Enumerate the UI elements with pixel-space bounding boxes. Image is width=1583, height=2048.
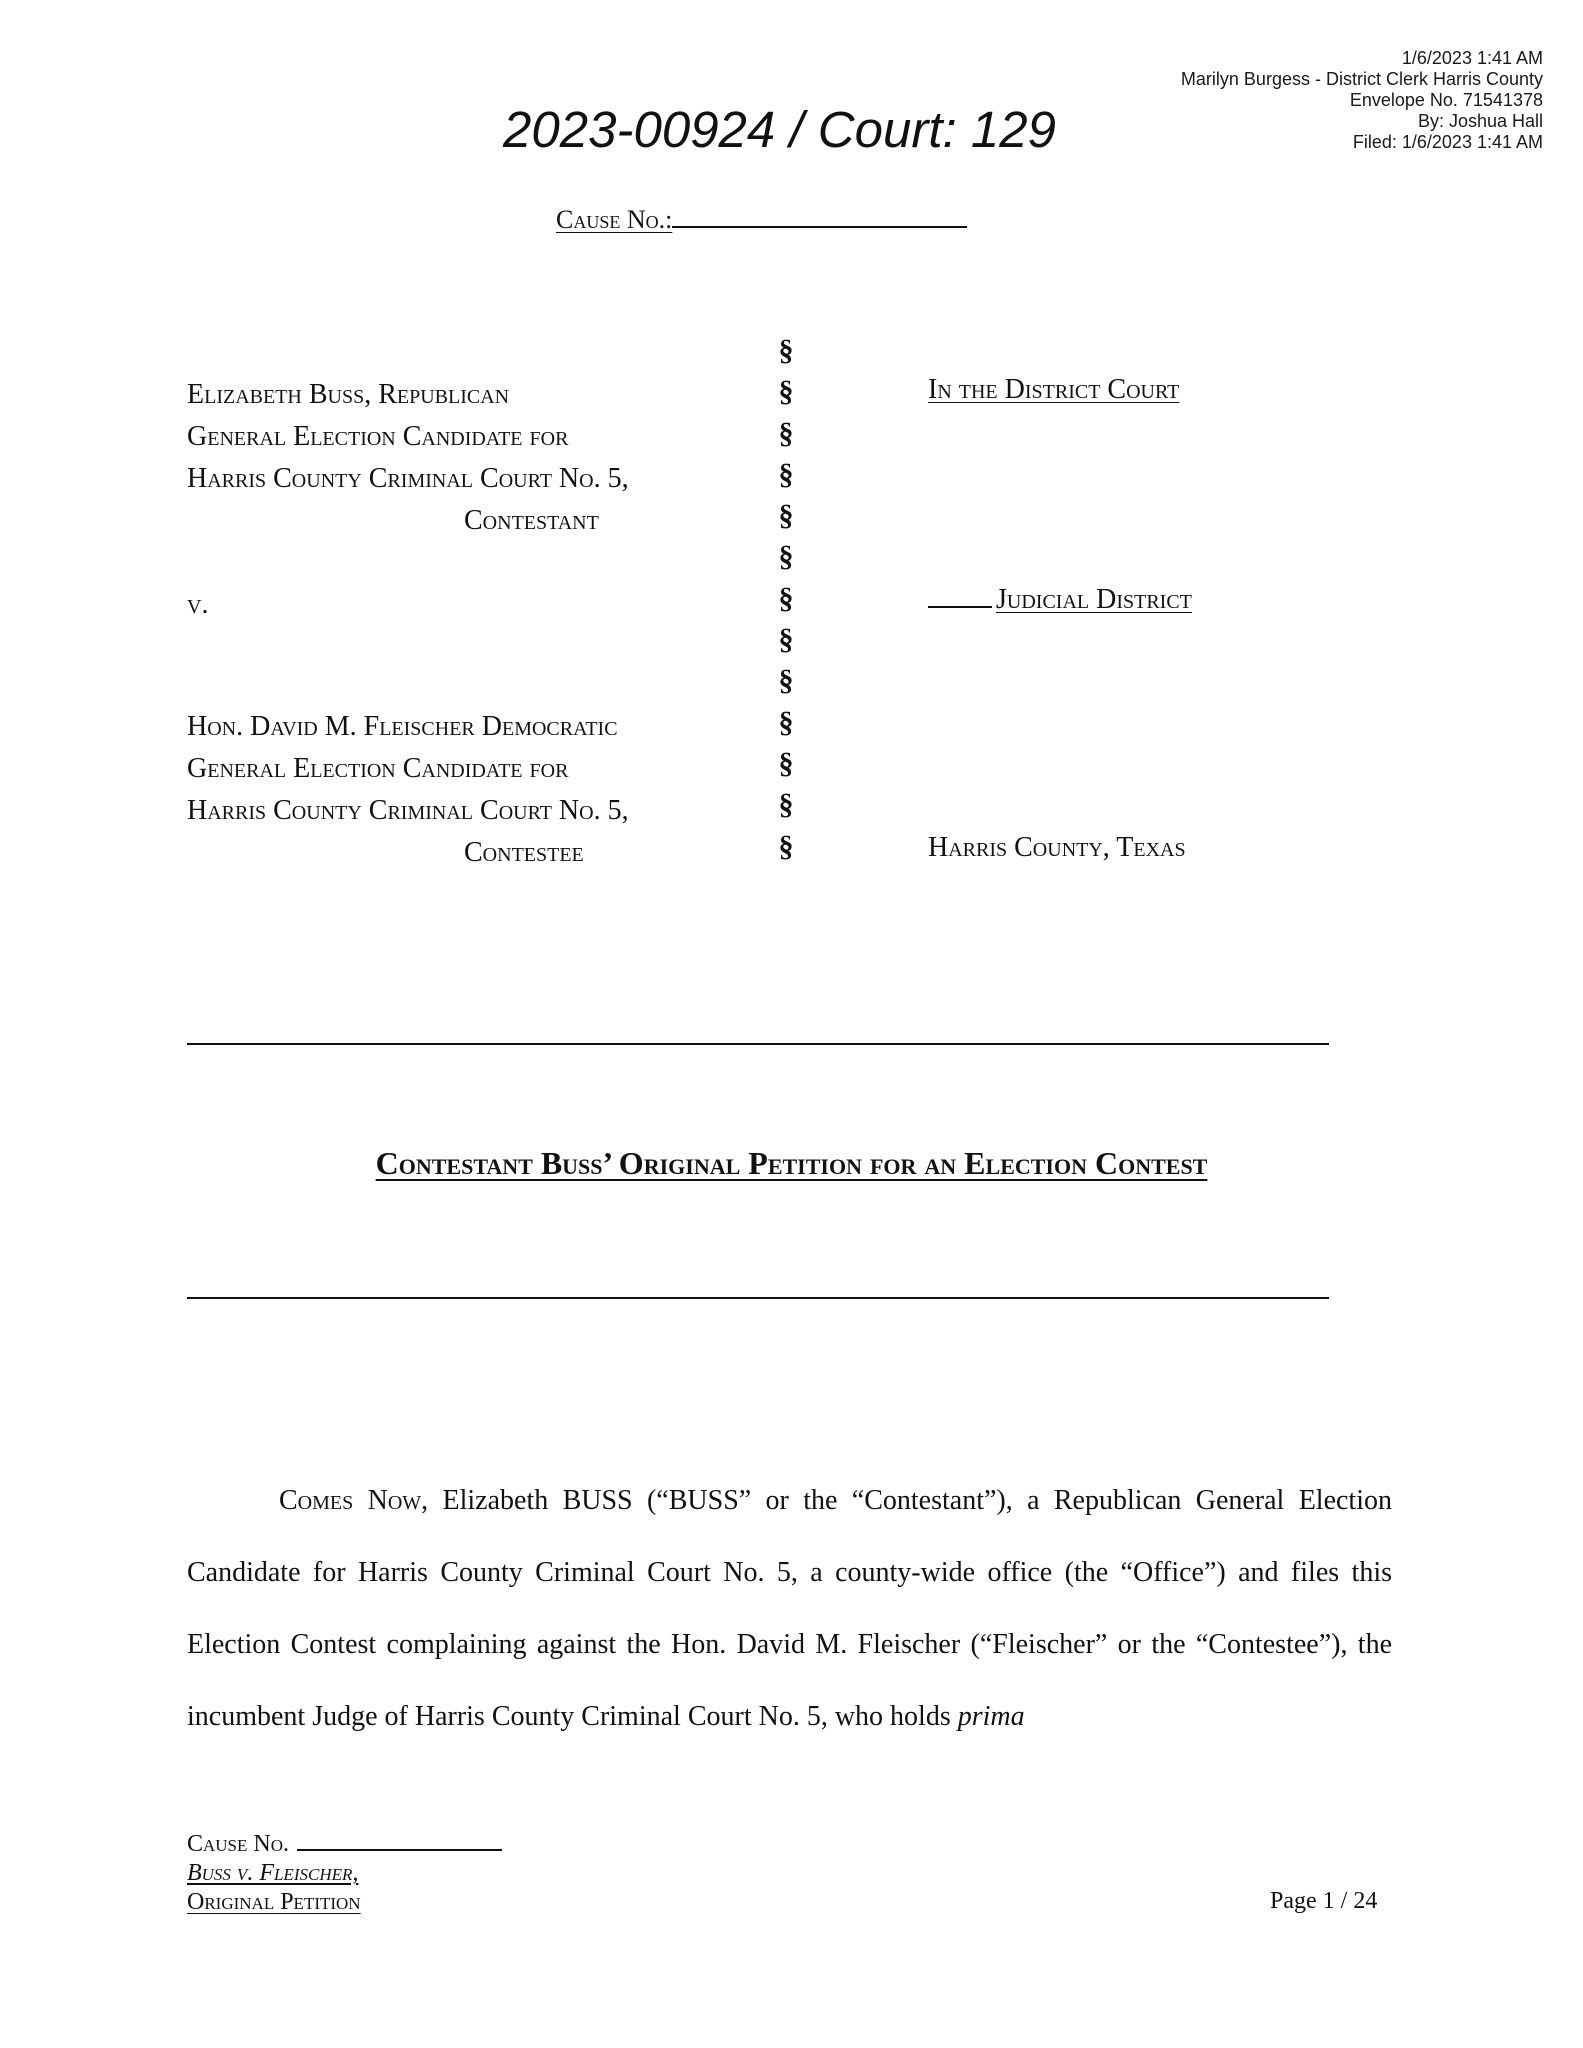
district-blank (928, 586, 992, 608)
document-title (0, 1145, 1583, 1182)
contestee-line-2: General Election Candidate for (187, 753, 569, 784)
section-symbol: § (778, 664, 794, 698)
section-symbol-column (774, 330, 798, 867)
case-number-header (0, 100, 1583, 159)
contestee-role: Contestee (464, 837, 584, 868)
stamp-datetime: 1/6/2023 1:41 AM (1401, 48, 1543, 68)
contestant-line-3: Harris County Criminal Court No. 5, (187, 463, 629, 494)
footer-doc-label: Original Petition (187, 1889, 361, 1915)
page-number: Page 1 / 24 (1270, 1888, 1378, 1914)
section-symbol: § (778, 334, 794, 367)
stamp-by: By: Joshua Hall (1417, 111, 1543, 131)
county-line: Harris County, Texas (928, 832, 1186, 863)
contestee-line-1: Hon. David M. Fleischer Democratic (187, 711, 618, 742)
cause-blank (672, 206, 967, 228)
title-rule-top (187, 1043, 1329, 1045)
contestant-role: Contestant (464, 505, 599, 536)
section-symbol: § (778, 375, 794, 409)
footer-cause-blank (297, 1831, 502, 1851)
section-symbol: § (778, 746, 794, 780)
stamp-clerk: Marilyn Burgess - District Clerk Harris County (1180, 69, 1543, 89)
body-trailing-italic: prima (957, 1701, 1025, 1732)
contestant-line-2: General Election Candidate for (187, 421, 569, 452)
versus: v. (187, 589, 209, 620)
stamp-envelope: Envelope No. 71541378 (1349, 90, 1543, 110)
stamp-filed: Filed: 1/6/2023 1:41 AM (1352, 132, 1543, 152)
section-symbol: § (778, 581, 794, 615)
section-symbol: § (778, 457, 794, 491)
footer-left (187, 1830, 502, 1917)
section-symbol: § (778, 540, 794, 574)
cause-label: Cause No.: (556, 205, 673, 234)
contestant-line-1: Elizabeth Buss, Republican (187, 379, 510, 410)
footer-short-title: Buss v. Fleischer, (187, 1860, 359, 1886)
district-label: Judicial District (996, 584, 1192, 615)
document-title-text: Contestant Buss’ Original Petition for an Election Contest (375, 1145, 1208, 1181)
footer-cause-label: Cause No. (187, 1831, 290, 1857)
body-text: , Elizabeth BUSS (“BUSS” or the “Contestant”), a Republican General Election Candidate for Harris County Criminal Court No. 5, a county-wide office (the “Office”) and files this Election Contest complaining against the Hon. David M. Fleischer (“Fleischer” or the “Contestee”), the incumbent Judge of Harris County Criminal Court No. 5, who holds (187, 1485, 1392, 1732)
judicial-district (928, 584, 1192, 616)
contestee-line-3: Harris County Criminal Court No. 5, (187, 795, 629, 826)
section-symbol: § (778, 788, 794, 822)
section-symbol: § (778, 623, 794, 657)
court-name: In the District Court (928, 374, 1180, 405)
section-symbol: § (778, 829, 794, 863)
section-symbol: § (778, 705, 794, 739)
body-paragraph (187, 1465, 1392, 1753)
title-rule-bottom (187, 1297, 1329, 1299)
section-symbol: § (778, 416, 794, 450)
body-opening: Comes Now (279, 1485, 422, 1516)
cause-number-line (556, 205, 967, 235)
case-number-text: 2023-00924 / Court: 129 (503, 101, 1056, 158)
section-symbol: § (778, 499, 794, 533)
